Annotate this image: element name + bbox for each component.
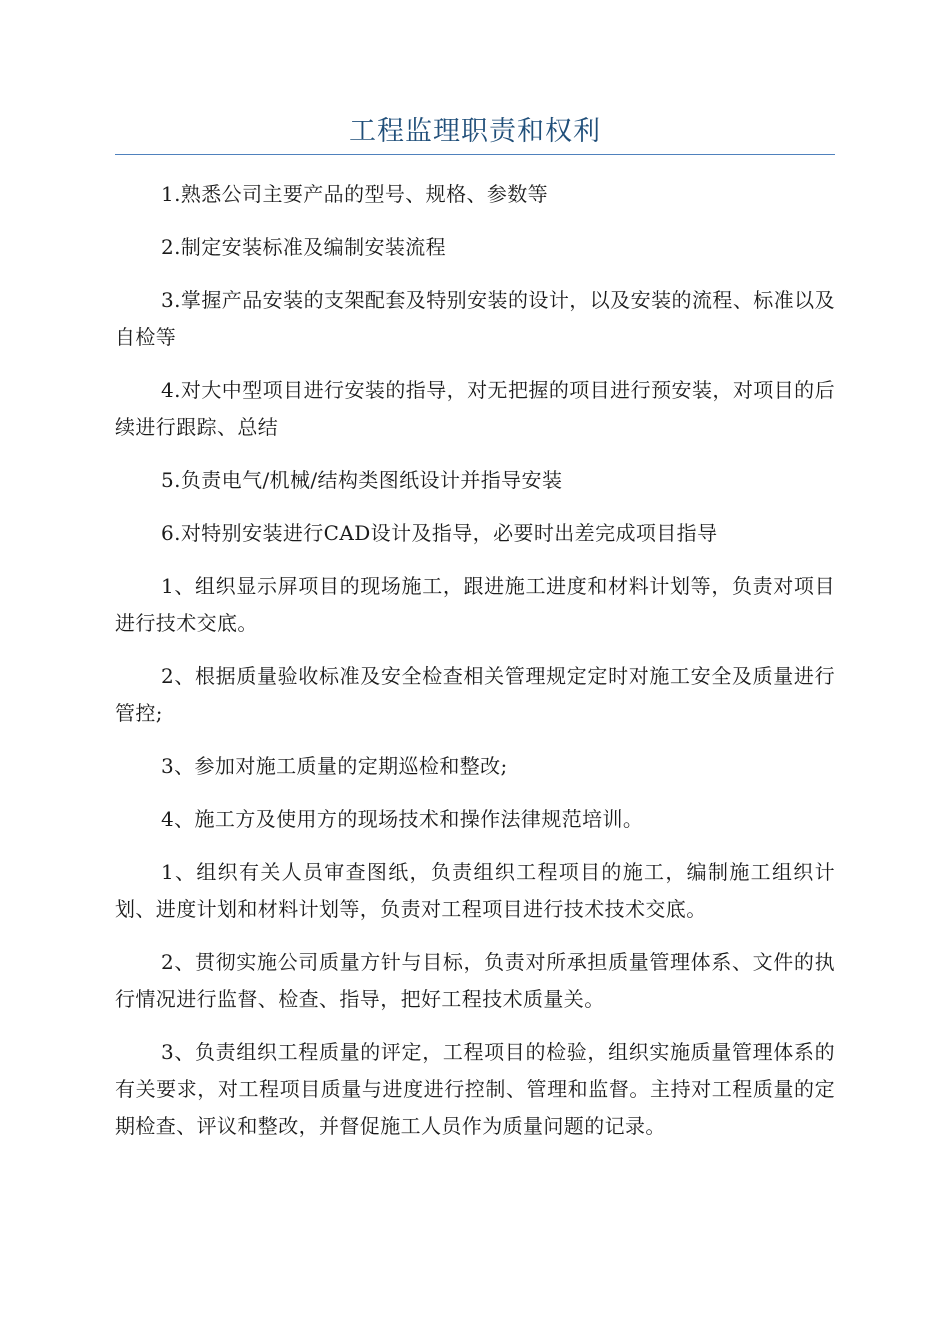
document-body xyxy=(115,176,835,1161)
paragraph: 1、组织显示屏项目的现场施工，跟进施工进度和材料计划等，负责对项目进行技术交底。 xyxy=(115,574,835,635)
document-title: 工程监理职责和权利 xyxy=(349,116,601,147)
paragraph: 2.制定安装标准及编制安装流程 xyxy=(161,235,447,259)
paragraph: 3、参加对施工质量的定期巡检和整改; xyxy=(161,754,508,778)
paragraph: 2、贯彻实施公司质量方针与目标，负责对所承担质量管理体系、文件的执行情况进行监督、检查、指导，把好工程技术质量关。 xyxy=(115,950,835,1011)
paragraph: 1、组织有关人员审查图纸，负责组织工程项目的施工，编制施工组织计划、进度计划和材料计划等，负责对工程项目进行技术技术交底。 xyxy=(115,860,835,921)
paragraph: 1.熟悉公司主要产品的型号、规格、参数等 xyxy=(161,182,549,206)
paragraph: 4.对大中型项目进行安装的指导，对无把握的项目进行预安装，对项目的后续进行跟踪、总结 xyxy=(115,378,835,439)
paragraph: 5.负责电气/机械/结构类图纸设计并指导安装 xyxy=(161,468,563,492)
paragraph: 3、负责组织工程质量的评定，工程项目的检验，组织实施质量管理体系的有关要求，对工程项目质量与进度进行控制、管理和监督。主持对工程质量的定期检查、评议和整改，并督促施工人员作为质量问题的记录。 xyxy=(115,1040,835,1138)
title-underline xyxy=(115,154,835,155)
paragraph: 6.对特别安装进行CAD设计及指导，必要时出差完成项目指导 xyxy=(161,521,718,545)
paragraph: 3.掌握产品安装的支架配套及特别安装的设计，以及安装的流程、标准以及自检等 xyxy=(115,288,835,349)
paragraph: 2、根据质量验收标准及安全检查相关管理规定定时对施工安全及质量进行管控; xyxy=(115,664,835,725)
paragraph: 4、施工方及使用方的现场技术和操作法律规范培训。 xyxy=(161,807,644,831)
